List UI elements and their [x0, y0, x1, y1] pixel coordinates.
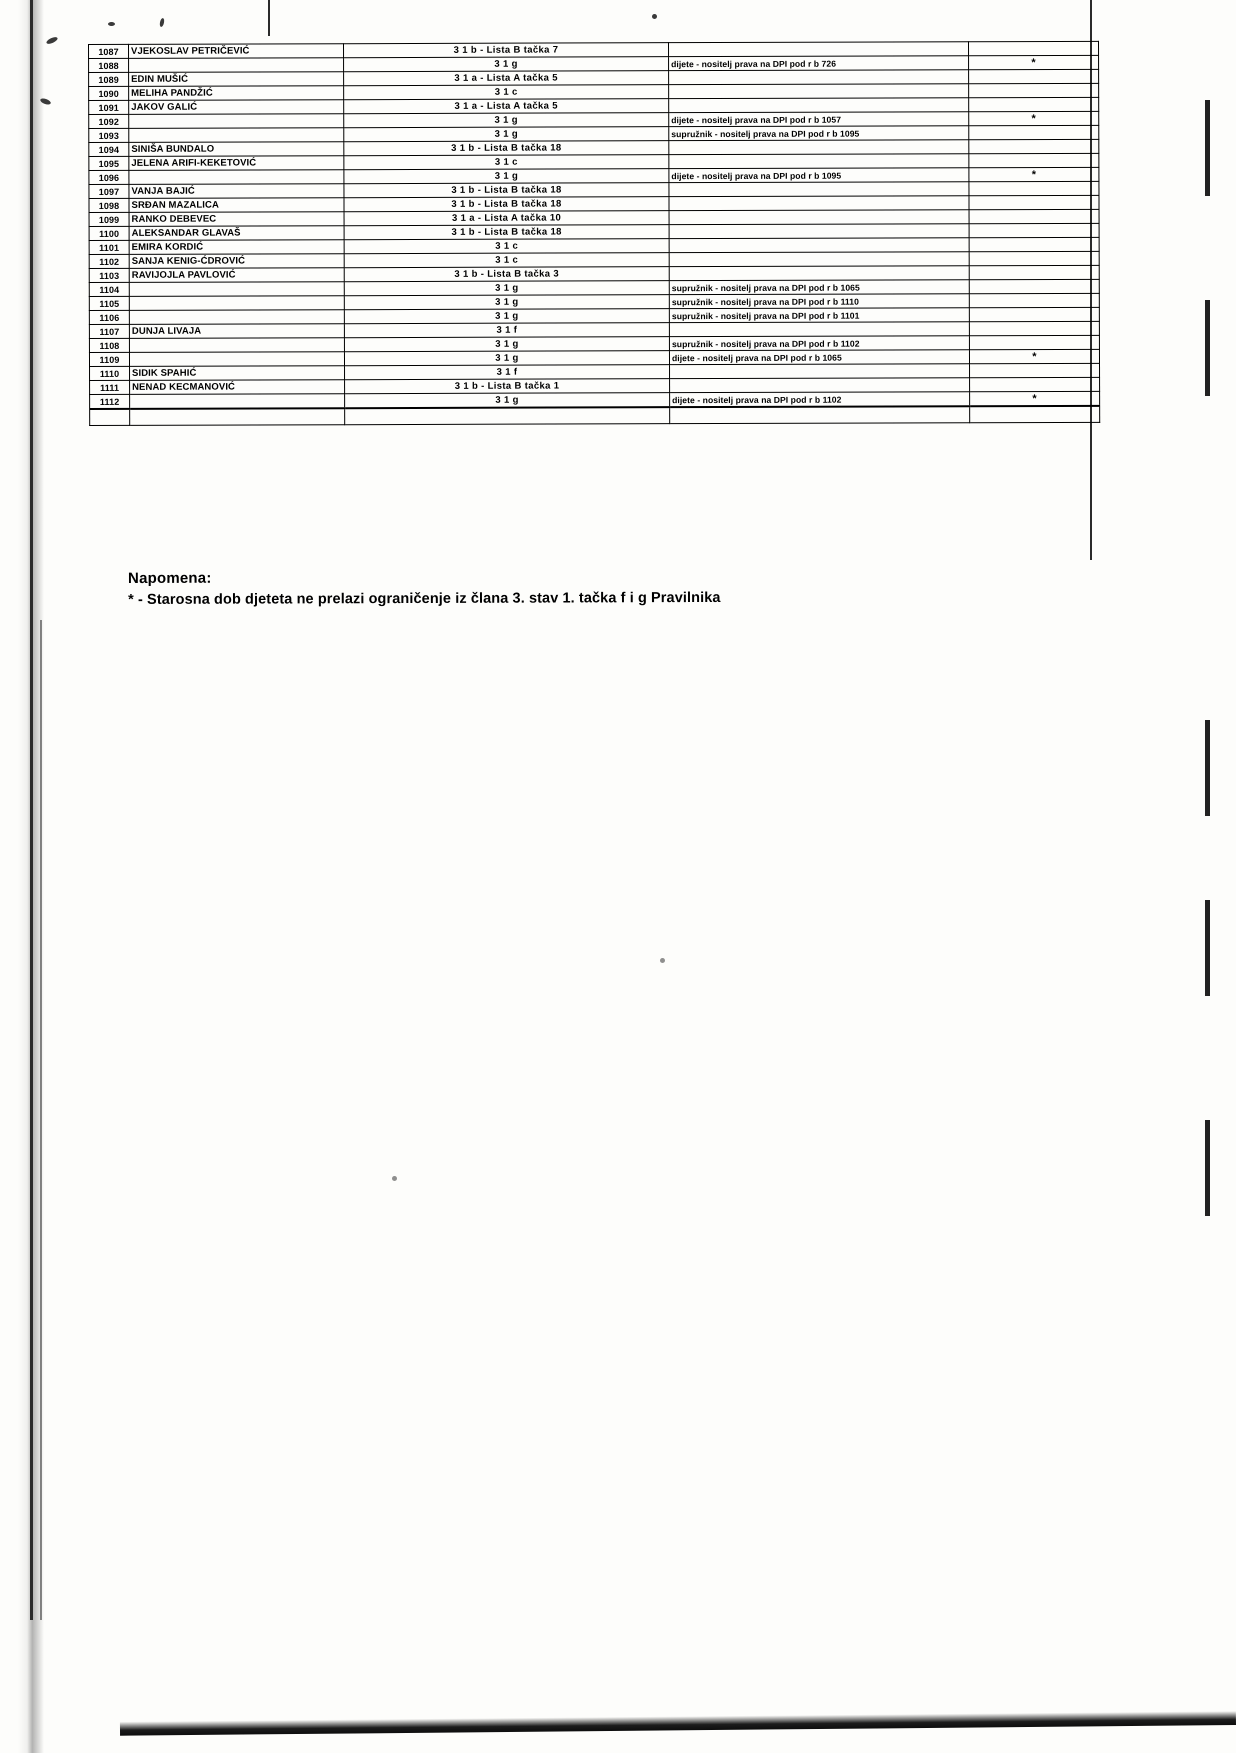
row-name-cell	[129, 296, 344, 311]
row-name-cell	[129, 58, 344, 73]
row-note-cell	[669, 238, 969, 253]
row-name-cell: DUNJA LIVAJA	[129, 324, 344, 339]
register-table-body	[89, 41, 1100, 425]
row-basis-cell: 3 1 g	[344, 309, 669, 324]
row-number-cell: 1095	[89, 156, 129, 170]
scan-right-margin-marks	[1205, 0, 1210, 1753]
row-basis-cell: 3 1 b - Lista B tačka 18	[344, 141, 669, 156]
row-note-cell	[670, 406, 970, 423]
row-star-cell	[970, 406, 1100, 423]
row-note-cell	[669, 70, 969, 85]
row-name-cell: MELIHA PANDŽIĆ	[129, 86, 344, 101]
row-basis-cell: 3 1 c	[344, 253, 669, 268]
row-basis-cell: 3 1 f	[344, 323, 669, 338]
row-note-cell: supružnik - nositelj prava na DPI pod r b 1102	[669, 336, 969, 351]
row-name-cell	[129, 310, 344, 325]
row-star-cell	[969, 139, 1099, 153]
row-basis-cell: 3 1 g	[344, 351, 669, 366]
row-star-cell	[970, 363, 1100, 377]
scan-edge-line-inner	[40, 620, 42, 1620]
row-number-cell: 1111	[90, 380, 130, 394]
row-basis-cell: 3 1 b - Lista B tačka 7	[344, 43, 669, 58]
row-note-cell	[669, 140, 969, 155]
row-name-cell	[130, 394, 345, 409]
register-table	[88, 41, 1100, 426]
scan-top-edge-line	[268, 0, 270, 36]
row-star-cell	[969, 209, 1099, 223]
row-star-cell	[969, 181, 1099, 195]
row-basis-cell: 3 1 b - Lista B tačka 1	[345, 379, 670, 394]
row-star-cell	[969, 223, 1099, 237]
row-note-cell: dijete - nositelj prava na DPI pod r b 1095	[669, 168, 969, 183]
row-star-cell	[969, 195, 1099, 209]
row-note-cell: supružnik - nositelj prava na DPI pod r b 1110	[669, 294, 969, 309]
scan-bottom-edge-band	[120, 1711, 1236, 1736]
scan-speck	[392, 1176, 397, 1181]
row-note-cell: supružnik - nositelj prava na DPI pod r b 1095	[669, 126, 969, 141]
row-number-cell: 1112	[90, 394, 130, 409]
row-name-cell: JAKOV GALIĆ	[129, 100, 344, 115]
row-note-cell	[669, 322, 969, 337]
row-number-cell	[90, 409, 130, 426]
row-note-cell: dijete - nositelj prava na DPI pod r b 726	[669, 56, 969, 71]
row-note-cell	[669, 224, 969, 239]
row-basis-cell: 3 1 a - Lista A tačka 10	[344, 211, 669, 226]
scan-edge-line-outer	[30, 0, 33, 1620]
scan-speck	[46, 36, 59, 46]
scan-speck	[660, 958, 665, 963]
row-note-cell: dijete - nositelj prava na DPI pod r b 1065	[669, 350, 969, 365]
row-name-cell: SIDIK SPAHIĆ	[130, 366, 345, 381]
row-star-cell	[969, 293, 1099, 307]
row-name-cell: NENAD KECMANOVIĆ	[130, 380, 345, 395]
napomena-text: * - Starosna dob djeteta ne prelazi ograničenje iz člana 3. stav 1. tačka f i g Pravilnika	[128, 589, 721, 608]
table-row	[90, 406, 1100, 426]
row-name-cell	[129, 352, 344, 367]
row-number-cell: 1098	[89, 198, 129, 212]
row-number-cell: 1094	[89, 142, 129, 156]
napomena-block	[128, 567, 948, 608]
row-star-cell: *	[969, 349, 1099, 363]
row-star-cell	[969, 237, 1099, 251]
row-number-cell: 1090	[89, 86, 129, 100]
row-star-cell	[969, 335, 1099, 349]
row-basis-cell: 3 1 g	[344, 337, 669, 352]
row-note-cell	[669, 84, 969, 99]
row-number-cell: 1102	[89, 254, 129, 268]
row-name-cell: RAVIJOJLA PAVLOVIĆ	[129, 268, 344, 283]
row-name-cell: EDIN MUŠIĆ	[129, 72, 344, 87]
row-note-cell	[669, 196, 969, 211]
row-name-cell: RANKO DEBEVEC	[129, 212, 344, 227]
row-basis-cell: 3 1 c	[344, 85, 669, 100]
row-note-cell	[669, 252, 969, 267]
row-number-cell: 1103	[89, 268, 129, 282]
row-basis-cell: 3 1 a - Lista A tačka 5	[344, 71, 669, 86]
row-basis-cell: 3 1 c	[344, 155, 669, 170]
row-name-cell: EMIRA KORDIĆ	[129, 240, 344, 255]
row-name-cell: SANJA KENIG-ĆDROVIĆ	[129, 254, 344, 269]
row-name-cell	[129, 128, 344, 143]
row-basis-cell: 3 1 b - Lista B tačka 18	[344, 183, 669, 198]
row-note-cell	[669, 154, 969, 169]
row-note-cell	[669, 98, 969, 113]
row-note-cell	[668, 42, 968, 57]
row-basis-cell	[345, 407, 670, 425]
row-star-cell	[969, 125, 1099, 139]
row-number-cell: 1089	[89, 72, 129, 86]
row-basis-cell: 3 1 b - Lista B tačka 3	[344, 267, 669, 282]
row-name-cell: SINIŠA BUNDALO	[129, 142, 344, 157]
row-note-cell: supružnik - nositelj prava na DPI pod r b 1101	[669, 308, 969, 323]
row-note-cell: supružnik - nositelj prava na DPI pod r b 1065	[669, 280, 969, 295]
row-basis-cell: 3 1 c	[344, 239, 669, 254]
row-number-cell: 1100	[89, 226, 129, 240]
row-name-cell: VANJA BAJIĆ	[129, 184, 344, 199]
row-basis-cell: 3 1 g	[344, 57, 669, 72]
row-name-cell: VJEKOSLAV PETRIČEVIĆ	[129, 44, 344, 59]
row-number-cell: 1087	[89, 44, 129, 58]
scan-speck	[108, 22, 115, 26]
row-star-cell: *	[969, 111, 1099, 125]
row-note-cell	[669, 210, 969, 225]
row-number-cell: 1096	[89, 170, 129, 184]
scan-speck	[159, 18, 165, 28]
row-note-cell	[670, 378, 970, 393]
row-star-cell: *	[969, 167, 1099, 181]
row-star-cell	[969, 97, 1099, 111]
row-note-cell: dijete - nositelj prava na DPI pod r b 1057	[669, 112, 969, 127]
row-number-cell: 1101	[89, 240, 129, 254]
register-table-container	[88, 41, 1099, 426]
row-number-cell: 1099	[89, 212, 129, 226]
row-name-cell: SRĐAN MAZALICA	[129, 198, 344, 213]
row-number-cell: 1110	[90, 366, 130, 380]
row-star-cell	[970, 377, 1100, 391]
row-star-cell	[969, 307, 1099, 321]
row-star-cell	[969, 83, 1099, 97]
row-name-cell	[129, 170, 344, 185]
row-basis-cell: 3 1 g	[344, 127, 669, 142]
row-star-cell	[969, 279, 1099, 293]
row-name-cell: ALEKSANDAR GLAVAŠ	[129, 226, 344, 241]
row-basis-cell: 3 1 g	[344, 113, 669, 128]
row-number-cell: 1088	[89, 58, 129, 72]
row-basis-cell: 3 1 g	[344, 169, 669, 184]
row-star-cell	[969, 321, 1099, 335]
scan-speck	[652, 14, 657, 19]
row-number-cell: 1091	[89, 100, 129, 114]
row-number-cell: 1107	[89, 324, 129, 338]
row-basis-cell: 3 1 b - Lista B tačka 18	[344, 225, 669, 240]
row-star-cell: *	[969, 55, 1099, 69]
row-number-cell: 1093	[89, 128, 129, 142]
row-note-cell	[669, 266, 969, 281]
row-number-cell: 1106	[89, 310, 129, 324]
row-number-cell: 1108	[89, 338, 129, 352]
row-note-cell	[669, 182, 969, 197]
row-star-cell	[969, 251, 1099, 265]
row-basis-cell: 3 1 g	[344, 295, 669, 310]
row-basis-cell: 3 1 a - Lista A tačka 5	[344, 99, 669, 114]
row-name-cell	[130, 408, 345, 425]
row-basis-cell: 3 1 b - Lista B tačka 18	[344, 197, 669, 212]
row-name-cell	[129, 338, 344, 353]
row-name-cell: JELENA ARIFI-KEKETOVIĆ	[129, 156, 344, 171]
row-number-cell: 1109	[89, 352, 129, 366]
row-basis-cell: 3 1 f	[345, 365, 670, 380]
row-star-cell	[969, 153, 1099, 167]
row-number-cell: 1097	[89, 184, 129, 198]
row-note-cell: dijete - nositelj prava na DPI pod r b 1102	[670, 392, 970, 407]
row-number-cell: 1092	[89, 114, 129, 128]
row-star-cell: *	[970, 391, 1100, 406]
row-basis-cell: 3 1 g	[345, 393, 670, 409]
row-number-cell: 1104	[89, 282, 129, 296]
row-basis-cell: 3 1 g	[344, 281, 669, 296]
row-star-cell	[969, 265, 1099, 279]
row-star-cell	[968, 41, 1098, 55]
row-star-cell	[969, 69, 1099, 83]
row-note-cell	[670, 364, 970, 379]
row-name-cell	[129, 282, 344, 297]
napomena-title: Napomena:	[128, 569, 212, 587]
row-number-cell: 1105	[89, 296, 129, 310]
row-name-cell	[129, 114, 344, 129]
